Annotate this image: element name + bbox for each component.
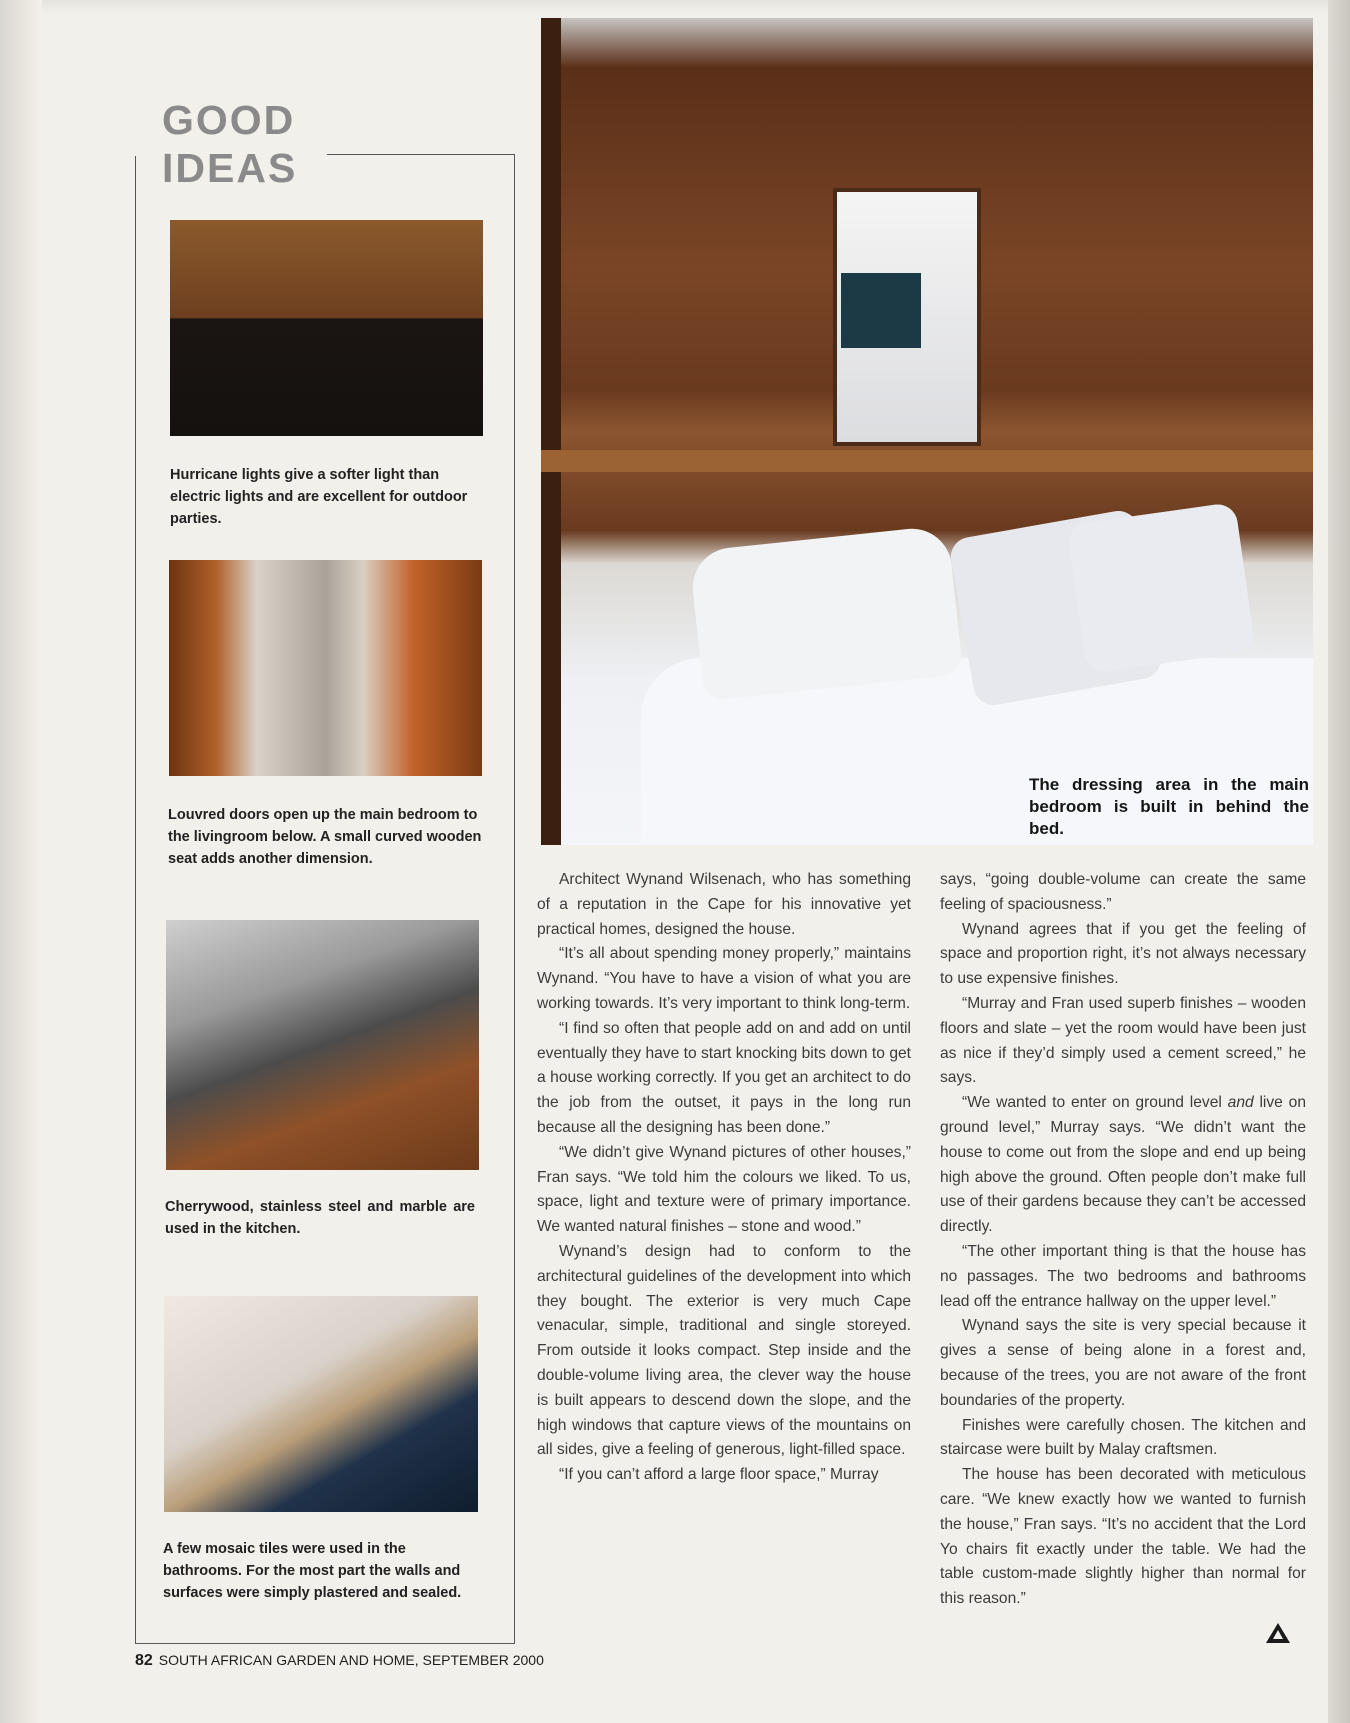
article-column-1 bbox=[537, 868, 911, 1488]
article-paragraph: Wynand’s design had to conform to the architectural guidelines of the development into which they bought. The exterior is very much Cape venacular, simple, traditional and single storeyed. From outside it looks compact. Step inside and the double-volume living area, the clever way the house is built appears to descend down the slope, and the high windows that capture views of the mountains on all sides, give a feeling of generous, light-filled space. bbox=[537, 1242, 911, 1459]
heading-line-1: GOOD bbox=[162, 97, 296, 143]
end-of-article-triangle-icon bbox=[1266, 1623, 1290, 1643]
photo-hurricane-lights bbox=[170, 220, 483, 436]
article-paragraph: “We didn’t give Wynand pictures of other houses,” Fran says. “We told him the colours we liked. To us, space, light and texture were of primary importance. We wanted natural finishes – stone and wood.” bbox=[537, 1143, 911, 1236]
photo-pillow bbox=[1066, 502, 1255, 674]
photo-louvred-doors bbox=[169, 560, 482, 776]
photo-towel bbox=[841, 273, 921, 348]
sidebar-heading bbox=[162, 96, 297, 192]
article-paragraph: The house has been decorated with meticulous care. “We knew exactly how we wanted to furnish the house,” Fran says. “It’s no accident that the Lord Yo chairs fit exactly under the table. We had the table custom-made slightly higher than normal for this reason.” bbox=[940, 1466, 1306, 1608]
photo-pillow bbox=[689, 525, 963, 701]
page-footer bbox=[135, 1652, 544, 1670]
article-emphasis: and bbox=[1227, 1094, 1254, 1112]
article-paragraph: says, “going double-volume can create the same feeling of spaciousness.” bbox=[940, 871, 1306, 913]
photo-mosaic-tiles bbox=[164, 1296, 478, 1512]
page-number: 82 bbox=[135, 1652, 153, 1669]
caption-kitchen: Cherrywood, stainless steel and marble are used in the kitchen. bbox=[165, 1199, 475, 1237]
article-paragraph: Wynand agrees that if you get the feeling of space and proportion right, it’s not always necessary to use expensive finishes. bbox=[940, 920, 1306, 988]
article-paragraph: “If you can’t afford a large floor space,” Murray bbox=[559, 1466, 879, 1484]
article-text: live on ground level,” Murray says. “We didn’t want the house to come out from the slope and end up being high above the ground. Often people don’t make full use of their gardens because they can’t be accessed directly. bbox=[940, 1094, 1306, 1236]
article-paragraph: “It’s all about spending money properly,” maintains Wynand. “You have to have a vision of what you are working towards. It’s very important to think long-term. bbox=[537, 945, 911, 1012]
page-gutter-left bbox=[0, 0, 42, 1723]
article-paragraph: Finishes were carefully chosen. The kitchen and staircase were built by Malay craftsmen. bbox=[940, 1416, 1306, 1459]
article-column-2 bbox=[940, 868, 1306, 1612]
heading-line-2: IDEAS bbox=[162, 145, 298, 191]
article-paragraph: Wynand says the site is very special because it gives a sense of being alone in a forest and, because of the trees, you are not aware of the front boundaries of the property. bbox=[940, 1317, 1306, 1409]
article-text: “We wanted to enter on ground level bbox=[962, 1094, 1228, 1112]
photo-kitchen bbox=[166, 920, 479, 1170]
caption-mosaic-tiles: A few mosaic tiles were used in the bathrooms. For the most part the walls and surfaces were simply plastered and sealed. bbox=[163, 1541, 462, 1601]
photo-main-bedroom bbox=[541, 18, 1313, 845]
article-paragraph: “I find so often that people add on and add on until eventually they have to start knocking bits down to get a house working correctly. If you get an architect to do the job from the outset, it pays in the long run because all the designing has been done.” bbox=[537, 1019, 911, 1136]
article-paragraph bbox=[940, 1091, 1306, 1240]
page-edge-top bbox=[0, 0, 1350, 14]
publication-line: SOUTH AFRICAN GARDEN AND HOME, SEPTEMBER 2000 bbox=[158, 1652, 544, 1668]
photo-shade bbox=[541, 18, 561, 845]
article-paragraph: “Murray and Fran used superb finishes – wooden floors and slate – yet the room would have been just as nice if they’d simply used a cement screed,” he says. bbox=[940, 994, 1306, 1087]
caption-hurricane-lights: Hurricane lights give a softer light than electric lights and are excellent for outdoor parties. bbox=[170, 467, 468, 527]
article-paragraph: Architect Wynand Wilsenach, who has something of a reputation in the Cape for his innovative yet practical homes, designed the house. bbox=[537, 871, 911, 938]
page-edge-right bbox=[1328, 0, 1350, 1723]
caption-louvred-doors: Louvred doors open up the main bedroom to the livingroom below. A small curved wooden seat adds another dimension. bbox=[168, 807, 482, 867]
article-paragraph: “The other important thing is that the house has no passages. The two bedrooms and bathrooms lead off the entrance hallway on the upper level.” bbox=[940, 1242, 1306, 1310]
photo-headboard bbox=[541, 450, 1313, 472]
main-photo-caption: The dressing area in the main bedroom is built in behind the bed. bbox=[1029, 775, 1309, 838]
